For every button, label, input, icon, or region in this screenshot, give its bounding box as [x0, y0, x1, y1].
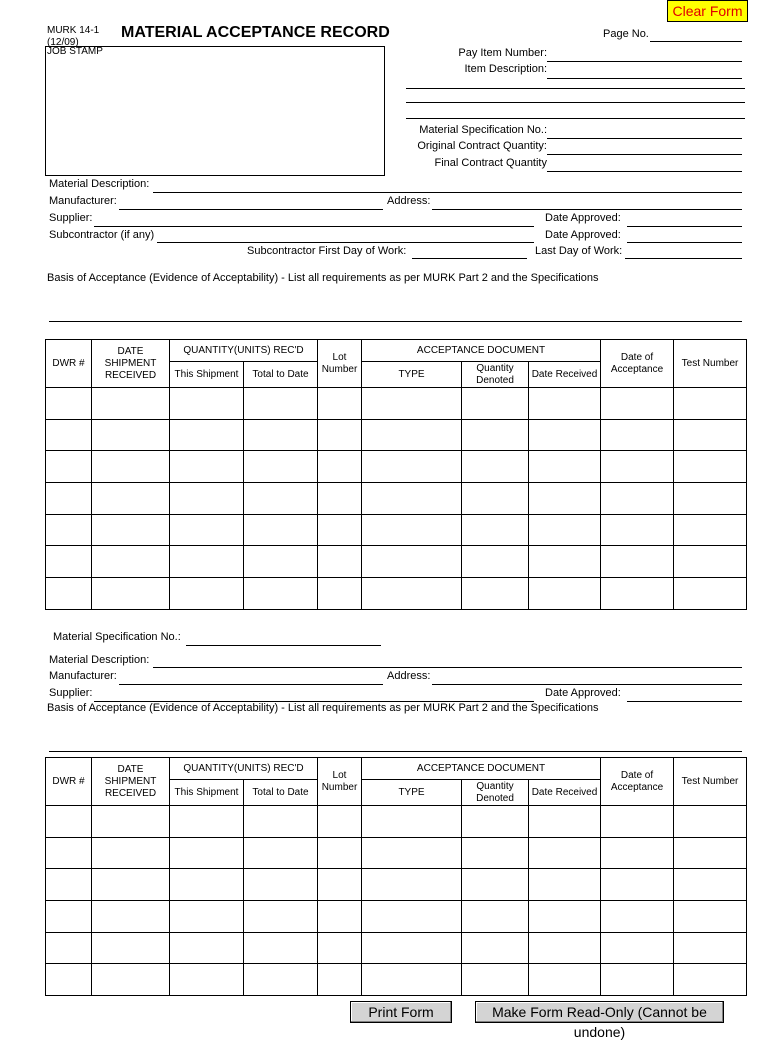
table-cell[interactable]	[674, 806, 747, 838]
date-approved-2-label: Date Approved:	[545, 229, 621, 241]
table-cell[interactable]	[46, 578, 92, 610]
date-approved-3-field[interactable]	[627, 701, 742, 702]
col-quantity-denoted: Quantity Denoted	[462, 780, 529, 806]
col-this-shipment: This Shipment	[170, 362, 244, 388]
table-cell[interactable]	[674, 964, 747, 996]
address-2-field[interactable]	[432, 684, 742, 685]
table-cell[interactable]	[601, 964, 674, 996]
table-row	[46, 932, 747, 964]
col-dwr: DWR #	[46, 758, 92, 806]
table-cell[interactable]	[362, 578, 462, 610]
table-cell[interactable]	[601, 546, 674, 578]
table-cell[interactable]	[244, 578, 318, 610]
table-cell[interactable]	[244, 964, 318, 996]
table-cell[interactable]	[529, 869, 601, 901]
table-cell[interactable]	[601, 806, 674, 838]
date-approved-field[interactable]	[627, 226, 742, 227]
table-cell[interactable]	[462, 964, 529, 996]
table-cell[interactable]	[362, 869, 462, 901]
table-row	[46, 578, 747, 610]
table-row	[46, 837, 747, 869]
table-row	[46, 806, 747, 838]
basis-2-label: Basis of Acceptance (Evidence of Acceptability) - List all requirements as per MURK Part 2 and the Specifications	[47, 702, 599, 714]
table-cell[interactable]	[46, 932, 92, 964]
basis-field[interactable]	[49, 321, 742, 322]
table-cell[interactable]	[601, 483, 674, 515]
col-quantity-group: QUANTITY(UNITS) REC'D	[170, 340, 318, 362]
table-cell[interactable]	[244, 901, 318, 933]
col-quantity-denoted: Quantity Denoted	[462, 362, 529, 388]
make-read-only-button[interactable]: Make Form Read-Only (Cannot be undone)	[475, 1001, 724, 1023]
manufacturer-field[interactable]	[119, 209, 383, 210]
table-cell[interactable]	[529, 932, 601, 964]
manufacturer-label: Manufacturer:	[49, 195, 117, 207]
subcontractor-field[interactable]	[157, 242, 534, 243]
date-approved-3-label: Date Approved:	[545, 687, 621, 699]
table-cell[interactable]	[244, 451, 318, 483]
table-cell[interactable]	[601, 901, 674, 933]
table-cell[interactable]	[674, 578, 747, 610]
table-row	[46, 514, 747, 546]
table-cell[interactable]	[318, 869, 362, 901]
item-description-line-3[interactable]	[406, 102, 745, 103]
table-cell[interactable]	[529, 546, 601, 578]
table-cell[interactable]	[92, 483, 170, 515]
table-cell[interactable]	[674, 514, 747, 546]
table-cell[interactable]	[318, 964, 362, 996]
table-cell[interactable]	[244, 869, 318, 901]
table-cell[interactable]	[462, 869, 529, 901]
table-cell[interactable]	[462, 546, 529, 578]
basis-2-field[interactable]	[49, 751, 742, 752]
table-cell[interactable]	[92, 806, 170, 838]
sub-first-day-field[interactable]	[412, 258, 527, 259]
pay-item-label: Pay Item Number:	[458, 47, 547, 59]
table-cell[interactable]	[601, 388, 674, 420]
table-cell[interactable]	[318, 578, 362, 610]
table-cell[interactable]	[318, 514, 362, 546]
col-lot-number: Lot Number	[318, 758, 362, 806]
table-cell[interactable]	[462, 806, 529, 838]
table-cell[interactable]	[362, 388, 462, 420]
table-cell[interactable]	[92, 514, 170, 546]
original-qty-field[interactable]	[547, 154, 742, 155]
spec-no-label: Material Specification No.:	[419, 124, 547, 136]
job-stamp-label: JOB STAMP	[47, 46, 103, 57]
col-lot-number: Lot Number	[318, 340, 362, 388]
last-day-label: Last Day of Work:	[535, 245, 623, 257]
subcontractor-label: Subcontractor (if any)	[49, 229, 155, 241]
table-cell[interactable]	[244, 483, 318, 515]
table-cell[interactable]	[362, 546, 462, 578]
date-approved-2-field[interactable]	[627, 242, 742, 243]
table-cell[interactable]	[601, 578, 674, 610]
table-cell[interactable]	[244, 546, 318, 578]
table-cell[interactable]	[170, 419, 244, 451]
table-cell[interactable]	[46, 483, 92, 515]
pay-item-field[interactable]	[547, 61, 742, 62]
table-cell[interactable]	[318, 419, 362, 451]
table-cell[interactable]	[318, 546, 362, 578]
table-cell[interactable]	[362, 483, 462, 515]
table-cell[interactable]	[601, 869, 674, 901]
table-cell[interactable]	[318, 451, 362, 483]
table-cell[interactable]	[92, 869, 170, 901]
table-row	[46, 964, 747, 996]
table-cell[interactable]	[92, 419, 170, 451]
table-cell[interactable]	[46, 869, 92, 901]
col-type: TYPE	[362, 780, 462, 806]
table-cell[interactable]	[244, 806, 318, 838]
material-description-2-label: Material Description:	[49, 654, 150, 666]
table-row	[46, 901, 747, 933]
table-cell[interactable]	[92, 451, 170, 483]
table-cell[interactable]	[318, 932, 362, 964]
table-cell[interactable]	[170, 388, 244, 420]
table-cell[interactable]	[462, 901, 529, 933]
table-cell[interactable]	[170, 451, 244, 483]
table-cell[interactable]	[170, 932, 244, 964]
table-cell[interactable]	[46, 837, 92, 869]
table-cell[interactable]	[92, 837, 170, 869]
table-cell[interactable]	[244, 932, 318, 964]
clear-form-button[interactable]: Clear Form	[667, 0, 748, 22]
col-acceptance-doc: ACCEPTANCE DOCUMENT	[362, 758, 601, 780]
table-cell[interactable]	[170, 901, 244, 933]
basis-label: Basis of Acceptance (Evidence of Acceptability) - List all requirements as per MURK Part 2 and the Specifications	[47, 272, 599, 284]
col-total-to-date: Total to Date	[244, 780, 318, 806]
final-qty-field[interactable]	[547, 171, 742, 172]
table-cell[interactable]	[92, 932, 170, 964]
spec-no-field[interactable]	[547, 138, 742, 139]
table-cell[interactable]	[318, 388, 362, 420]
table-cell[interactable]	[318, 806, 362, 838]
table-cell[interactable]	[601, 514, 674, 546]
table-cell[interactable]	[318, 483, 362, 515]
sub-first-day-label: Subcontractor First Day of Work:	[247, 245, 407, 257]
table-cell[interactable]	[46, 806, 92, 838]
form-date: (12/09)	[47, 37, 79, 48]
table-cell[interactable]	[244, 514, 318, 546]
table-cell[interactable]	[318, 837, 362, 869]
address-label: Address:	[387, 195, 431, 207]
table-cell[interactable]	[529, 901, 601, 933]
col-quantity-group: QUANTITY(UNITS) REC'D	[170, 758, 318, 780]
item-description-line-2[interactable]	[406, 88, 745, 89]
table-cell[interactable]	[462, 419, 529, 451]
table-cell[interactable]	[362, 901, 462, 933]
table-cell[interactable]	[674, 546, 747, 578]
last-day-field[interactable]	[625, 258, 742, 259]
original-qty-label: Original Contract Quantity:	[417, 140, 547, 152]
table-cell[interactable]	[362, 837, 462, 869]
spec-no-2-label: Material Specification No.:	[53, 631, 181, 643]
manufacturer-2-label: Manufacturer:	[49, 670, 117, 682]
table-cell[interactable]	[46, 388, 92, 420]
material-description-field[interactable]	[153, 192, 742, 193]
col-date-received: Date Received	[529, 780, 601, 806]
acceptance-table-2	[45, 757, 747, 996]
table-cell[interactable]	[601, 837, 674, 869]
col-date-acceptance: Date of Acceptance	[601, 758, 674, 806]
page-number-label: Page No.	[603, 28, 649, 40]
col-date-shipment: DATE SHIPMENT RECEIVED	[92, 758, 170, 806]
table-cell[interactable]	[601, 451, 674, 483]
table-cell[interactable]	[244, 388, 318, 420]
table-cell[interactable]	[362, 419, 462, 451]
print-form-button[interactable]: Print Form	[350, 1001, 452, 1023]
item-description-line-4[interactable]	[406, 118, 745, 119]
table-cell[interactable]	[462, 837, 529, 869]
final-qty-label: Final Contract Quantity	[434, 157, 547, 169]
table-cell[interactable]	[674, 451, 747, 483]
table-cell[interactable]	[170, 483, 244, 515]
address-2-label: Address:	[387, 670, 431, 682]
table-cell[interactable]	[462, 388, 529, 420]
job-stamp-box[interactable]	[45, 46, 385, 176]
col-dwr: DWR #	[46, 340, 92, 388]
page-title: MATERIAL ACCEPTANCE RECORD	[121, 24, 390, 41]
table-cell[interactable]	[362, 451, 462, 483]
table-row	[46, 483, 747, 515]
table-cell[interactable]	[529, 514, 601, 546]
col-total-to-date: Total to Date	[244, 362, 318, 388]
table-cell[interactable]	[362, 932, 462, 964]
table-cell[interactable]	[170, 869, 244, 901]
table-cell[interactable]	[674, 837, 747, 869]
table-cell[interactable]	[601, 419, 674, 451]
item-description-field[interactable]	[547, 78, 742, 79]
table-cell[interactable]	[674, 932, 747, 964]
table-cell[interactable]	[92, 964, 170, 996]
spec-no-2-field[interactable]	[186, 645, 381, 646]
table-cell[interactable]	[462, 578, 529, 610]
table-cell[interactable]	[318, 901, 362, 933]
col-acceptance-doc: ACCEPTANCE DOCUMENT	[362, 340, 601, 362]
col-test-number: Test Number	[674, 340, 747, 388]
table-cell[interactable]	[46, 546, 92, 578]
table-cell[interactable]	[244, 837, 318, 869]
table-cell[interactable]	[529, 483, 601, 515]
manufacturer-2-field[interactable]	[119, 684, 383, 685]
table-cell[interactable]	[46, 901, 92, 933]
col-date-acceptance: Date of Acceptance	[601, 340, 674, 388]
table-cell[interactable]	[529, 578, 601, 610]
table-cell[interactable]	[46, 451, 92, 483]
table-cell[interactable]	[170, 964, 244, 996]
date-approved-label: Date Approved:	[545, 212, 621, 224]
table-cell[interactable]	[462, 932, 529, 964]
table-row	[46, 388, 747, 420]
supplier-2-label: Supplier:	[49, 687, 93, 699]
table-1-body	[46, 388, 747, 610]
table-cell[interactable]	[46, 964, 92, 996]
table-cell[interactable]	[529, 964, 601, 996]
table-cell[interactable]	[529, 837, 601, 869]
table-cell[interactable]	[674, 483, 747, 515]
table-cell[interactable]	[674, 419, 747, 451]
supplier-field[interactable]	[94, 226, 534, 227]
table-cell[interactable]	[674, 869, 747, 901]
col-date-received: Date Received	[529, 362, 601, 388]
table-cell[interactable]	[244, 419, 318, 451]
table-cell[interactable]	[362, 964, 462, 996]
table-2-body	[46, 806, 747, 996]
material-description-2-field[interactable]	[153, 667, 742, 668]
table-cell[interactable]	[601, 932, 674, 964]
table-cell[interactable]	[170, 806, 244, 838]
table-cell[interactable]	[529, 388, 601, 420]
supplier-label: Supplier:	[49, 212, 93, 224]
address-field[interactable]	[432, 209, 742, 210]
item-description-label: Item Description:	[464, 63, 547, 75]
table-row	[46, 546, 747, 578]
table-cell[interactable]	[170, 514, 244, 546]
table-cell[interactable]	[462, 451, 529, 483]
table-cell[interactable]	[92, 578, 170, 610]
table-cell[interactable]	[170, 578, 244, 610]
page-number-field[interactable]	[650, 41, 742, 42]
table-cell[interactable]	[46, 514, 92, 546]
table-cell[interactable]	[674, 901, 747, 933]
table-cell[interactable]	[92, 388, 170, 420]
table-cell[interactable]	[529, 806, 601, 838]
table-cell[interactable]	[170, 546, 244, 578]
form-code: MURK 14-1	[47, 25, 100, 36]
table-cell[interactable]	[362, 514, 462, 546]
col-this-shipment: This Shipment	[170, 780, 244, 806]
table-cell[interactable]	[92, 901, 170, 933]
table-row	[46, 869, 747, 901]
table-cell[interactable]	[46, 419, 92, 451]
table-row	[46, 419, 747, 451]
table-cell[interactable]	[674, 388, 747, 420]
col-type: TYPE	[362, 362, 462, 388]
col-test-number: Test Number	[674, 758, 747, 806]
table-cell[interactable]	[462, 514, 529, 546]
acceptance-table-1	[45, 339, 747, 610]
col-date-shipment: DATE SHIPMENT RECEIVED	[92, 340, 170, 388]
table-cell[interactable]	[362, 806, 462, 838]
table-cell[interactable]	[462, 483, 529, 515]
table-cell[interactable]	[529, 419, 601, 451]
table-cell[interactable]	[170, 837, 244, 869]
material-description-label: Material Description:	[49, 178, 150, 190]
table-row	[46, 451, 747, 483]
table-cell[interactable]	[92, 546, 170, 578]
table-cell[interactable]	[529, 451, 601, 483]
